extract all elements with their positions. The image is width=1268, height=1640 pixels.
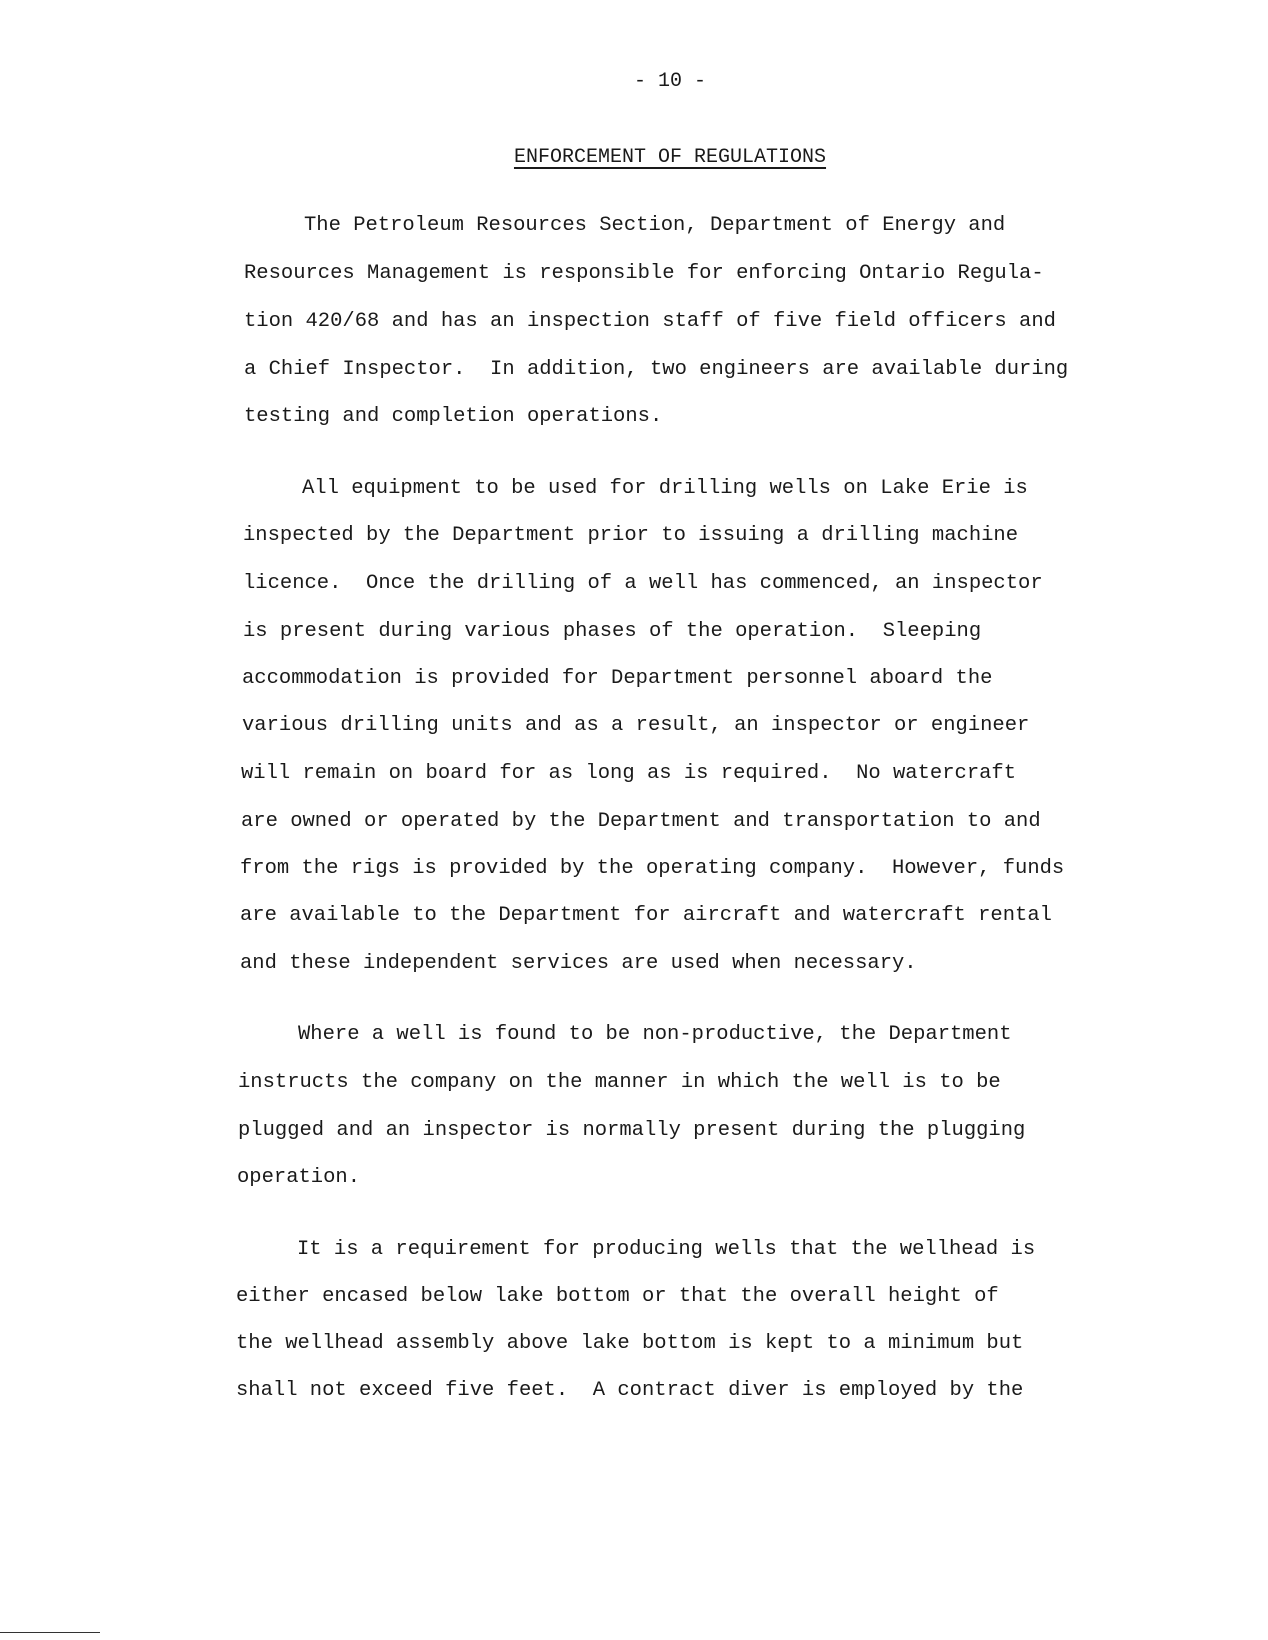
text-line: is present during various phases of the operation. Sleeping: [243, 620, 982, 643]
text-line: and these independent services are used when necessary.: [240, 952, 917, 975]
text-line: The Petroleum Resources Section, Department of Energy and: [304, 214, 1006, 237]
text-line: licence. Once the drilling of a well has commenced, an inspector: [243, 572, 1043, 595]
text-line: either encased below lake bottom or that the overall height of: [236, 1285, 999, 1308]
page-edge-rule: [0, 1632, 100, 1633]
text-line: will remain on board for as long as is required. No watercraft: [241, 762, 1017, 785]
text-line: It is a requirement for producing wells that the wellhead is: [297, 1238, 1036, 1261]
page-number: - 10 -: [633, 70, 706, 93]
text-line: are owned or operated by the Department and transportation to and: [241, 810, 1041, 833]
text-line: are available to the Department for aircraft and watercraft rental: [240, 904, 1052, 927]
text-line: operation.: [237, 1166, 361, 1189]
text-line: tion 420/68 and has an inspection staff of five field officers and: [244, 310, 1056, 333]
text-line: Where a well is found to be non-productive, the Department: [298, 1023, 1012, 1046]
text-line: shall not exceed five feet. A contract diver is employed by the: [236, 1379, 1024, 1402]
section-heading: [0, 146, 1268, 169]
text-line: plugged and an inspector is normally present during the plugging: [238, 1119, 1026, 1142]
text-line: testing and completion operations.: [244, 405, 663, 428]
text-line: accommodation is provided for Department personnel aboard the: [242, 667, 993, 690]
section-heading-text: ENFORCEMENT OF REGULATIONS: [513, 146, 827, 169]
text-line: Resources Management is responsible for enforcing Ontario Regula-: [244, 262, 1044, 285]
text-line: inspected by the Department prior to issuing a drilling machine: [243, 524, 1019, 547]
text-line: various drilling units and as a result, an inspector or engineer: [242, 714, 1030, 737]
text-line: instructs the company on the manner in which the well is to be: [238, 1071, 1001, 1094]
text-line: a Chief Inspector. In addition, two engineers are available during: [244, 358, 1069, 381]
text-line: from the rigs is provided by the operating company. However, funds: [240, 857, 1065, 880]
text-line: the wellhead assembly above lake bottom is kept to a minimum but: [236, 1332, 1024, 1355]
text-line: All equipment to be used for drilling wells on Lake Erie is: [302, 477, 1028, 500]
